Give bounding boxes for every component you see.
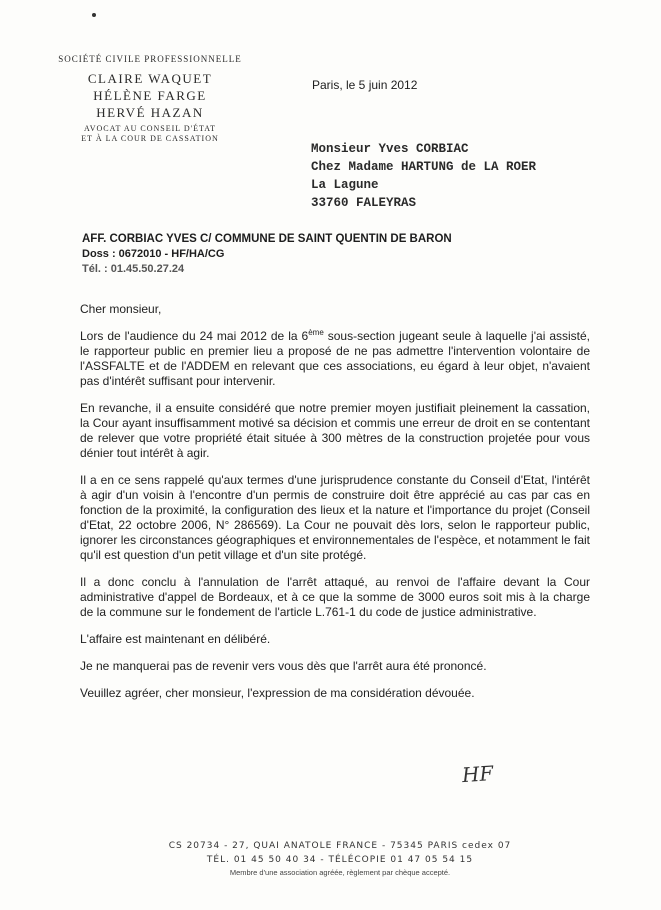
letter-date: Paris, le 5 juin 2012	[312, 78, 418, 92]
footer-phone: TÉL. 01 45 50 40 34 - TÉLÉCOPIE 01 47 05 54 15	[206, 855, 474, 865]
paragraph: En revanche, il a ensuite considéré que notre premier moyen justifiait pleinement la cassation, la Cour ayant insuffisamment motivé sa décision et commis une erreur de droit en se contentant de relever que votre propriété était située à 300 mètres de la construction projetée pour vous dénier tout intérêt à agir.	[80, 401, 590, 460]
partner-name: CLAIRE WAQUET	[87, 71, 213, 86]
paragraph-text: Lors de l'audience du 24 mai 2012 de la 6	[80, 329, 309, 343]
letterhead	[40, 54, 260, 144]
reference-block	[82, 232, 452, 277]
paragraph-text: sous-section jugeant seule à laquelle j'ai assisté, le rapporteur public en premier lieu a proposé de ne pas admettre l'intervention volontaire de l'ASSFALTE et de l'ADDEM en relevant que ces associations, eu égard à leur objet, n'avaient pas d'intérêt suffisant pour intervenir.	[80, 329, 591, 388]
paragraph: L'affaire est maintenant en délibéré.	[80, 632, 271, 646]
punch-dot	[92, 13, 96, 17]
paragraph: Je ne manquerai pas de revenir vers vous dès que l'arrêt aura été prononcé.	[80, 659, 487, 673]
recipient-address	[311, 140, 536, 212]
partner-name: HÉLÈNE FARGE	[93, 88, 207, 103]
reference-phone: Tél. : 01.45.50.27.24	[82, 263, 185, 275]
partner-name: HERVÉ HAZAN	[96, 105, 204, 120]
closing: Veuillez agréer, cher monsieur, l'expression de ma considération dévouée.	[80, 686, 475, 700]
affair-title: AFF. CORBIAC YVES C/ COMMUNE DE SAINT QUENTIN DE BARON	[82, 233, 452, 245]
recipient-city: 33760 FALEYRAS	[311, 196, 417, 210]
handwritten-initials: HF	[461, 760, 495, 788]
firm-type: SOCIÉTÉ CIVILE PROFESSIONNELLE	[58, 54, 242, 64]
recipient-name: Monsieur Yves CORBIAC	[311, 142, 469, 156]
paragraph	[80, 329, 590, 389]
salutation: Cher monsieur,	[80, 302, 162, 316]
letter-body	[80, 302, 590, 713]
paragraph: Il a en ce sens rappelé qu'aux termes d'une jurisprudence constante du Conseil d'Etat, l'intérêt à agir d'un voisin à l'encontre d'un permis de construire doit être apprécié au cas par cas en fonction de la proximité, la configuration des lieux et la nature et l'importance du projet (Conseil d'Etat, 22 octobre 2006, N° 286569). La Cour ne pouvait dès lors, selon le rapporteur public, ignorer les circonstances géographiques et environnementales de l'espèce, et notamment le fait qu'il est question d'un petit village et d'un site protégé.	[80, 473, 590, 562]
recipient-street: La Lagune	[311, 178, 379, 192]
recipient-care-of: Chez Madame HARTUNG de LA ROER	[311, 160, 537, 174]
paragraph: Il a donc conclu à l'annulation de l'arrêt attaqué, au renvoi de l'affaire devant la Cour administrative d'appel de Bordeaux, et à ce que la somme de 3000 euros soit mis à la charge de la commune sur le fondement de l'article L.761-1 du code de justice administrative.	[80, 575, 590, 619]
footer-address: CS 20734 - 27, QUAI ANATOLE FRANCE - 75345 PARIS cedex 07	[168, 841, 512, 851]
footer-note: Membre d'une association agréée, règlement par chèque accepté.	[229, 868, 451, 877]
footer	[40, 839, 640, 879]
firm-title-line2: ET À LA COUR DE CASSATION	[81, 134, 219, 143]
superscript: ème	[308, 328, 324, 337]
firm-title-line1: AVOCAT AU CONSEIL D'ÉTAT	[84, 124, 216, 133]
dossier-number: Doss : 0672010 - HF/HA/CG	[82, 248, 225, 260]
